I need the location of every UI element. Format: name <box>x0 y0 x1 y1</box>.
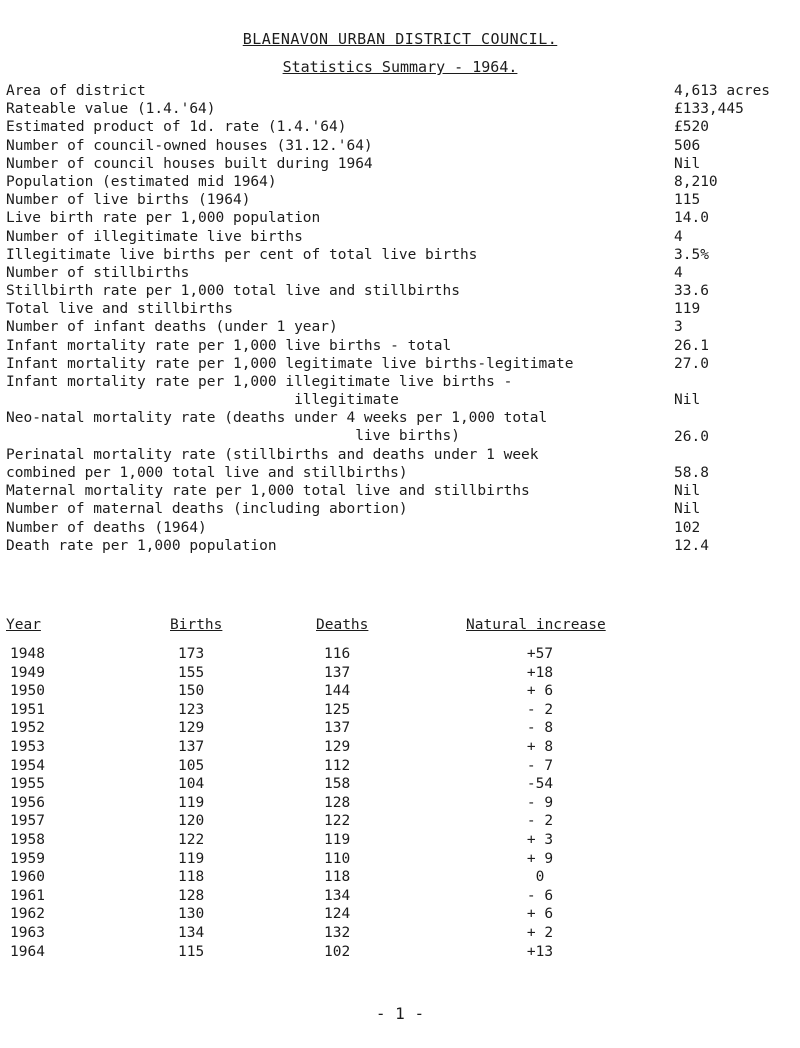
stat-value: 27.0 <box>674 355 709 372</box>
cell-year: 1964 <box>10 943 45 960</box>
cell-births: 173 <box>178 646 205 662</box>
table-row <box>0 664 800 683</box>
cell-year: 1961 <box>10 887 45 904</box>
stat-value: 8,210 <box>674 173 718 190</box>
stat-label: Infant mortality rate per 1,000 live births - total <box>6 337 452 354</box>
cell-natural: + 3 <box>526 831 554 848</box>
table-row <box>0 831 800 850</box>
cell-natural: + 6 <box>526 683 554 700</box>
stat-row <box>6 155 800 173</box>
stat-row <box>6 282 800 300</box>
stat-row <box>6 173 800 191</box>
stat-label: Neo-natal mortality rate (deaths under 4 weeks per 1,000 total live births) <box>6 410 548 445</box>
cell-births: 137 <box>178 738 205 755</box>
cell-births: 130 <box>178 906 205 923</box>
cell-deaths: 118 <box>324 869 351 886</box>
cell-natural: 0 <box>535 869 545 886</box>
stat-label: Illegitimate live births per cent of total live births <box>6 246 478 263</box>
stat-value: 14.0 <box>674 210 709 227</box>
stat-row <box>6 100 800 118</box>
cell-natural: -54 <box>526 776 554 793</box>
cell-year: 1954 <box>10 757 45 774</box>
cell-natural: - 7 <box>526 757 554 774</box>
stat-label: Death rate per 1,000 population <box>6 537 277 554</box>
cell-births: 119 <box>178 794 205 811</box>
cell-deaths: 124 <box>324 906 351 923</box>
stat-row <box>6 191 800 209</box>
cell-deaths: 137 <box>324 720 351 737</box>
vital-statistics-table <box>0 617 800 961</box>
cell-deaths: 129 <box>324 738 351 755</box>
stat-row <box>6 300 800 318</box>
stat-value: 4,613 acres <box>674 83 771 99</box>
cell-births: 122 <box>178 831 205 848</box>
stat-label: Stillbirth rate per 1,000 total live and stillbirths <box>6 283 460 300</box>
stat-row <box>6 137 800 155</box>
cell-year: 1955 <box>10 776 45 793</box>
cell-natural: + 2 <box>526 924 554 941</box>
stat-row <box>6 118 800 136</box>
stat-label: Maternal mortality rate per 1,000 total live and stillbirths <box>6 483 530 500</box>
cell-deaths: 158 <box>324 776 351 793</box>
stat-row <box>6 519 800 537</box>
table-row <box>0 775 800 794</box>
stat-label: Number of council-owned houses (31.12.'64) <box>6 137 373 154</box>
cell-natural: - 8 <box>526 720 554 737</box>
stat-value: 102 <box>674 519 701 536</box>
stat-value: 3 <box>674 319 683 336</box>
cell-deaths: 112 <box>324 757 351 774</box>
cell-year: 1956 <box>10 794 45 811</box>
document-title: Statistics Summary - 1964. <box>282 58 518 76</box>
stat-value: 26.1 <box>674 337 709 354</box>
cell-births: 123 <box>178 701 205 718</box>
stat-row <box>6 482 800 500</box>
cell-natural: +13 <box>526 943 554 960</box>
cell-deaths: 122 <box>324 813 351 830</box>
stat-row <box>6 355 800 373</box>
stat-label: Total live and stillbirths <box>6 301 233 318</box>
stat-label: Number of deaths (1964) <box>6 519 207 536</box>
cell-year: 1957 <box>10 813 45 830</box>
stat-label: Area of district <box>6 83 146 99</box>
stat-label: Infant mortality rate per 1,000 illegitimate live births - illegitimate <box>6 374 513 408</box>
cell-year: 1953 <box>10 738 45 755</box>
stat-label: Infant mortality rate per 1,000 legitimate live births-legitimate <box>6 355 574 372</box>
stat-row <box>6 446 800 482</box>
cell-natural: +57 <box>526 646 554 662</box>
header-deaths: Deaths <box>316 617 369 633</box>
table-row <box>0 757 800 776</box>
cell-deaths: 134 <box>324 887 351 904</box>
stat-value: 26.0 <box>674 428 709 445</box>
cell-natural: - 6 <box>526 887 554 904</box>
cell-births: 150 <box>178 683 205 700</box>
cell-natural: + 9 <box>526 850 554 867</box>
stat-label: Live birth rate per 1,000 population <box>6 210 321 227</box>
stat-label: Population (estimated mid 1964) <box>6 173 277 190</box>
cell-births: 134 <box>178 924 205 941</box>
cell-year: 1948 <box>10 646 45 662</box>
stat-value: Nil <box>674 483 701 500</box>
cell-deaths: 137 <box>324 664 351 681</box>
cell-deaths: 132 <box>324 924 351 941</box>
cell-natural: +18 <box>526 664 554 681</box>
cell-births: 128 <box>178 887 205 904</box>
stat-row <box>6 373 800 409</box>
table-row <box>0 719 800 738</box>
cell-natural: - 2 <box>526 813 554 830</box>
stat-label: Number of illegitimate live births <box>6 228 303 245</box>
cell-year: 1949 <box>10 664 45 681</box>
table-body <box>0 645 800 961</box>
stat-value: 58.8 <box>674 464 709 481</box>
stat-value: Nil <box>674 392 701 409</box>
cell-births: 105 <box>178 757 205 774</box>
stat-value: 506 <box>674 137 701 154</box>
cell-deaths: 128 <box>324 794 351 811</box>
stat-row <box>6 246 800 264</box>
stat-label: Number of infant deaths (under 1 year) <box>6 319 338 336</box>
cell-year: 1963 <box>10 924 45 941</box>
stat-row <box>6 264 800 282</box>
cell-year: 1950 <box>10 683 45 700</box>
stat-label: Number of live births (1964) <box>6 192 251 209</box>
stat-label: Number of council houses built during 1964 <box>6 155 373 172</box>
cell-births: 155 <box>178 664 205 681</box>
table-row <box>0 738 800 757</box>
cell-year: 1960 <box>10 869 45 886</box>
header-births: Births <box>170 617 223 633</box>
stat-value: 12.4 <box>674 537 709 554</box>
stat-value: 115 <box>674 192 701 209</box>
stat-row <box>6 209 800 227</box>
stat-row <box>6 500 800 518</box>
cell-deaths: 125 <box>324 701 351 718</box>
statistics-list <box>6 82 800 555</box>
cell-natural: - 9 <box>526 794 554 811</box>
table-row <box>0 868 800 887</box>
header-natural-increase: Natural increase <box>466 617 606 633</box>
table-row <box>0 905 800 924</box>
stat-value: £133,445 <box>674 101 744 118</box>
stat-value: 4 <box>674 264 683 281</box>
stat-label: Rateable value (1.4.'64) <box>6 101 216 118</box>
table-row <box>0 645 800 664</box>
table-row <box>0 682 800 701</box>
stat-value: 33.6 <box>674 283 709 300</box>
stat-row <box>6 82 800 100</box>
table-row <box>0 850 800 869</box>
stat-row <box>6 337 800 355</box>
stat-value: 4 <box>674 228 683 245</box>
stat-label: Perinatal mortality rate (stillbirths and deaths under 1 week combined per 1,000 total live and stillbirths) <box>6 446 539 481</box>
cell-deaths: 110 <box>324 850 351 867</box>
cell-year: 1959 <box>10 850 45 867</box>
cell-births: 119 <box>178 850 205 867</box>
cell-year: 1958 <box>10 831 45 848</box>
stat-label: Number of maternal deaths (including abortion) <box>6 501 408 518</box>
table-header-row <box>0 617 800 645</box>
table-row <box>0 794 800 813</box>
table-row <box>0 887 800 906</box>
council-heading: BLAENAVON URBAN DISTRICT COUNCIL. <box>242 30 558 48</box>
cell-deaths: 116 <box>324 646 351 662</box>
cell-births: 118 <box>178 869 205 886</box>
cell-deaths: 102 <box>324 943 351 960</box>
stat-value: £520 <box>674 119 709 136</box>
cell-deaths: 119 <box>324 831 351 848</box>
table-row <box>0 924 800 943</box>
cell-year: 1952 <box>10 720 45 737</box>
header-year: Year <box>6 617 41 633</box>
stat-value: 3.5% <box>674 246 709 263</box>
cell-deaths: 144 <box>324 683 351 700</box>
stat-row <box>6 537 800 555</box>
stat-value: Nil <box>674 501 701 518</box>
stat-row <box>6 409 800 445</box>
stat-value: Nil <box>674 155 701 172</box>
cell-year: 1962 <box>10 906 45 923</box>
stat-label: Estimated product of 1d. rate (1.4.'64) <box>6 119 347 136</box>
cell-year: 1951 <box>10 701 45 718</box>
cell-natural: + 6 <box>526 906 554 923</box>
page-number: - 1 - <box>375 1004 425 1023</box>
stat-value: 119 <box>674 301 701 318</box>
cell-births: 129 <box>178 720 205 737</box>
cell-births: 120 <box>178 813 205 830</box>
stat-label: Number of stillbirths <box>6 264 190 281</box>
cell-natural: - 2 <box>526 701 554 718</box>
stat-row <box>6 318 800 336</box>
cell-births: 115 <box>178 943 205 960</box>
table-row <box>0 701 800 720</box>
stat-row <box>6 228 800 246</box>
table-row <box>0 943 800 962</box>
cell-natural: + 8 <box>526 738 554 755</box>
table-row <box>0 812 800 831</box>
cell-births: 104 <box>178 776 205 793</box>
